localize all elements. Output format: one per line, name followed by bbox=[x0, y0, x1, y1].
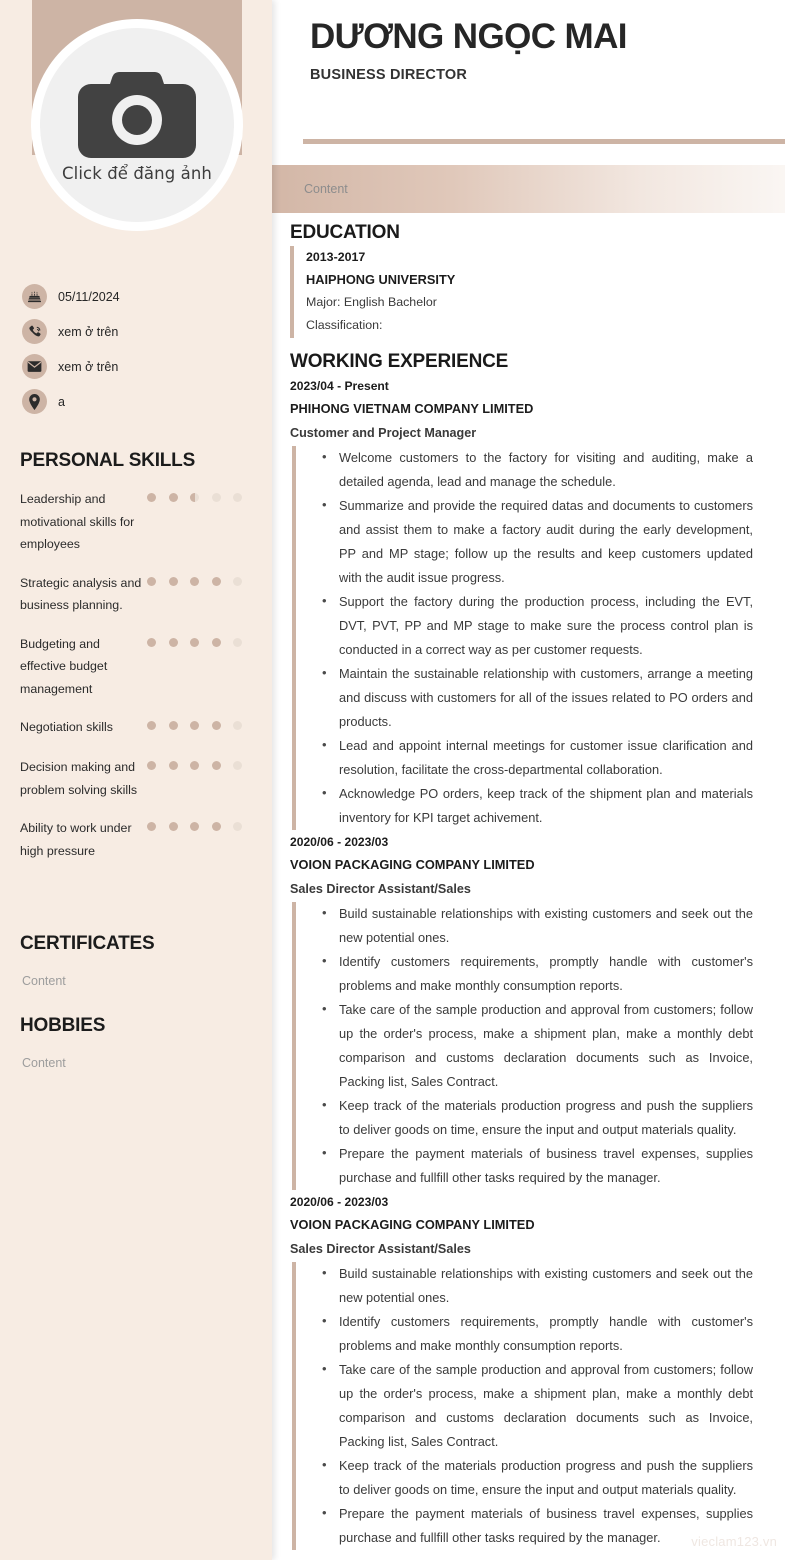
skill-rating-dot[interactable] bbox=[233, 577, 242, 586]
experience-bullet[interactable]: • Keep track of the materials production progress and push the suppliers to deliver goods on time, ensure the input and output materials quality. bbox=[318, 1094, 781, 1142]
location-pin-icon bbox=[22, 389, 47, 414]
skill-rating-dot[interactable] bbox=[169, 822, 178, 831]
experience-entry bbox=[290, 832, 781, 1190]
skill-label: Ability to work under high pressure bbox=[20, 821, 132, 858]
skill-rating-dot[interactable] bbox=[190, 822, 199, 831]
experience-bullet[interactable]: • Support the factory during the production process, including the EVT, DVT, PVT, PP and MP stage to make sure the process control plan is conducted in a correct way as per customer requests. bbox=[318, 590, 781, 662]
skill-rating[interactable] bbox=[147, 721, 242, 730]
experience-dates[interactable]: 2020/06 - 2023/03 bbox=[290, 1195, 389, 1209]
experience-entry bbox=[290, 376, 781, 830]
skill-rating-dot[interactable] bbox=[147, 577, 156, 586]
experience-bullet-list bbox=[292, 1262, 781, 1550]
phone-icon bbox=[22, 319, 47, 344]
contact-phone-text: xem ở trên bbox=[58, 324, 119, 339]
education-classification[interactable]: Classification: bbox=[306, 318, 383, 332]
main-column bbox=[272, 0, 785, 1552]
skill-rating-dot[interactable] bbox=[147, 761, 156, 770]
cv-header bbox=[272, 0, 785, 165]
personal-skills-heading: PERSONAL SKILLS bbox=[20, 450, 196, 471]
skill-row bbox=[20, 572, 252, 617]
sidebar bbox=[0, 0, 272, 1560]
experience-bullet[interactable]: • Take care of the sample production and approval from customers; follow up the order's process, make a shipment plan, make a monthly debt comparison and customs declaration documents such as Invoice, Packing list, Sales Contract. bbox=[318, 1358, 781, 1454]
skill-rating-dot[interactable] bbox=[147, 638, 156, 647]
experience-bullet[interactable]: • Prepare the payment materials of business travel expenses, supplies purchase and fullfill other tasks required by the manager. bbox=[318, 1502, 781, 1550]
skill-rating-dot[interactable] bbox=[147, 493, 156, 502]
experience-bullet[interactable]: • Acknowledge PO orders, keep track of the shipment plan and materials inventory for KPI target achivement. bbox=[318, 782, 781, 830]
contact-list bbox=[22, 280, 258, 420]
job-title[interactable]: BUSINESS DIRECTOR bbox=[310, 66, 468, 83]
skill-rating-dot[interactable] bbox=[190, 577, 199, 586]
skill-rating-dot[interactable] bbox=[233, 638, 242, 647]
contact-row-birthday[interactable] bbox=[22, 280, 258, 313]
camera-icon bbox=[77, 68, 197, 160]
hobbies-heading: HOBBIES bbox=[20, 1015, 106, 1036]
experience-bullet[interactable]: • Maintain the sustainable relationship with customers, arrange a meeting and discuss with customers for all of the issues related to PO orders and products. bbox=[318, 662, 781, 734]
experience-bullet[interactable]: • Build sustainable relationships with existing customers and seek out the new potential ones. bbox=[318, 1262, 781, 1310]
experience-bullet[interactable]: • Lead and appoint internal meetings for customer issue clarification and resolution, facilitate the cross-departmental collaboration. bbox=[318, 734, 781, 782]
experience-role[interactable]: Sales Director Assistant/Sales bbox=[290, 1242, 471, 1256]
skill-rating-dot[interactable] bbox=[147, 721, 156, 730]
header-divider bbox=[303, 139, 785, 144]
birthday-cake-icon bbox=[22, 284, 47, 309]
skill-rating[interactable] bbox=[147, 822, 242, 831]
experience-company[interactable]: PHIHONG VIETNAM COMPANY LIMITED bbox=[290, 401, 534, 416]
certificates-heading: CERTIFICATES bbox=[20, 933, 155, 954]
experience-jobs bbox=[290, 376, 781, 1550]
experience-bullet-list bbox=[292, 902, 781, 1190]
skill-rating-dot[interactable] bbox=[190, 493, 199, 502]
skill-label: Leadership and motivational skills for employees bbox=[20, 492, 135, 551]
skill-rating-dot[interactable] bbox=[212, 577, 221, 586]
photo-upload-label: Click để đăng ảnh bbox=[62, 163, 212, 183]
page-title[interactable]: DƯƠNG NGỌC MAI bbox=[310, 17, 627, 56]
cv-body bbox=[272, 213, 785, 1550]
experience-bullet[interactable]: • Identify customers requirements, promptly handle with customer's problems and make monthly consumption reports. bbox=[318, 1310, 781, 1358]
education-entry bbox=[290, 246, 781, 338]
education-major[interactable]: Major: English Bachelor bbox=[306, 295, 437, 309]
skill-rating-dot[interactable] bbox=[169, 721, 178, 730]
skill-rating-dot[interactable] bbox=[212, 721, 221, 730]
experience-dates[interactable]: 2020/06 - 2023/03 bbox=[290, 835, 389, 849]
skill-row bbox=[20, 756, 252, 801]
experience-entry bbox=[290, 1192, 781, 1550]
skill-rating-dot[interactable] bbox=[147, 822, 156, 831]
hobbies-placeholder[interactable]: Content bbox=[22, 1056, 66, 1070]
skill-row bbox=[20, 488, 252, 556]
experience-heading: WORKING EXPERIENCE bbox=[290, 351, 509, 372]
skill-label: Negotiation skills bbox=[20, 720, 113, 734]
contact-row-address[interactable] bbox=[22, 385, 258, 418]
skill-row bbox=[20, 716, 252, 740]
skill-rating-dot[interactable] bbox=[233, 493, 242, 502]
skill-rating-dot[interactable] bbox=[212, 761, 221, 770]
skill-rating-dot[interactable] bbox=[169, 638, 178, 647]
skill-label: Decision making and problem solving skills bbox=[20, 760, 138, 797]
skill-rating-dot[interactable] bbox=[190, 761, 199, 770]
photo-upload-area[interactable] bbox=[31, 19, 243, 231]
education-school[interactable]: HAIPHONG UNIVERSITY bbox=[306, 272, 456, 287]
experience-role[interactable]: Sales Director Assistant/Sales bbox=[290, 882, 471, 896]
skill-rating[interactable] bbox=[147, 577, 242, 586]
skill-rating-dot[interactable] bbox=[212, 493, 221, 502]
education-entries bbox=[290, 246, 781, 338]
experience-company[interactable]: VOION PACKAGING COMPANY LIMITED bbox=[290, 857, 535, 872]
experience-bullet[interactable]: • Identify customers requirements, promptly handle with customer's problems and make monthly consumption reports. bbox=[318, 950, 781, 998]
skill-rating[interactable] bbox=[147, 638, 242, 647]
experience-dates[interactable]: 2023/04 - Present bbox=[290, 379, 389, 393]
skill-rating-dot[interactable] bbox=[169, 761, 178, 770]
skill-rating-dot[interactable] bbox=[190, 638, 199, 647]
experience-bullet[interactable]: • Summarize and provide the required datas and documents to customers and assist them to make a factory audit during the early development, PP and MP stage; follow up the results and keep customers updated with the audit issue progress. bbox=[318, 494, 781, 590]
education-years[interactable]: 2013-2017 bbox=[306, 250, 366, 264]
experience-bullet-list bbox=[292, 446, 781, 830]
skill-label: Strategic analysis and business planning. bbox=[20, 575, 142, 612]
skill-rating[interactable] bbox=[147, 493, 242, 502]
contact-email-text: xem ở trên bbox=[58, 359, 119, 374]
experience-bullet[interactable]: • Build sustainable relationships with existing customers and seek out the new potential ones. bbox=[318, 902, 781, 950]
skill-rating-dot[interactable] bbox=[233, 721, 242, 730]
envelope-icon bbox=[22, 354, 47, 379]
education-heading: EDUCATION bbox=[290, 222, 400, 243]
skill-rating-dot[interactable] bbox=[233, 822, 242, 831]
content-summary-placeholder: Content bbox=[304, 182, 348, 196]
contact-birthday-text: 05/11/2024 bbox=[58, 289, 120, 304]
personal-skills-list bbox=[20, 488, 252, 878]
content-summary-bar[interactable] bbox=[272, 165, 785, 213]
skill-row bbox=[20, 633, 252, 701]
experience-bullet[interactable]: • Welcome customers to the factory for visiting and auditing, make a detailed agenda, lead and manage the schedule. bbox=[318, 446, 781, 494]
skill-rating-dot[interactable] bbox=[169, 577, 178, 586]
skill-rating-dot[interactable] bbox=[190, 721, 199, 730]
skill-rating-dot[interactable] bbox=[212, 638, 221, 647]
experience-bullet[interactable]: • Take care of the sample production and approval from customers; follow up the order's process, make a shipment plan, make a monthly debt comparison and customs declaration documents such as Invoice, Packing list, Sales Contract. bbox=[318, 998, 781, 1094]
skill-rating-dot[interactable] bbox=[212, 822, 221, 831]
skill-label: Budgeting and effective budget management bbox=[20, 636, 108, 696]
skill-rating-dot[interactable] bbox=[233, 761, 242, 770]
skill-rating-dot[interactable] bbox=[169, 493, 178, 502]
contact-row-phone[interactable] bbox=[22, 315, 258, 348]
watermark: vieclam123.vn bbox=[691, 1534, 777, 1549]
contact-address-text: a bbox=[58, 394, 65, 409]
experience-bullet[interactable]: • Prepare the payment materials of business travel expenses, supplies purchase and fullfill other tasks required by the manager. bbox=[318, 1142, 781, 1190]
experience-company[interactable]: VOION PACKAGING COMPANY LIMITED bbox=[290, 1217, 535, 1232]
experience-role[interactable]: Customer and Project Manager bbox=[290, 426, 477, 440]
skill-row bbox=[20, 817, 252, 862]
skill-rating[interactable] bbox=[147, 761, 242, 770]
contact-row-email[interactable] bbox=[22, 350, 258, 383]
experience-bullet[interactable]: • Keep track of the materials production progress and push the suppliers to deliver goods on time, ensure the input and output materials quality. bbox=[318, 1454, 781, 1502]
certificates-placeholder[interactable]: Content bbox=[22, 974, 66, 988]
photo-placeholder-circle[interactable] bbox=[40, 28, 234, 222]
